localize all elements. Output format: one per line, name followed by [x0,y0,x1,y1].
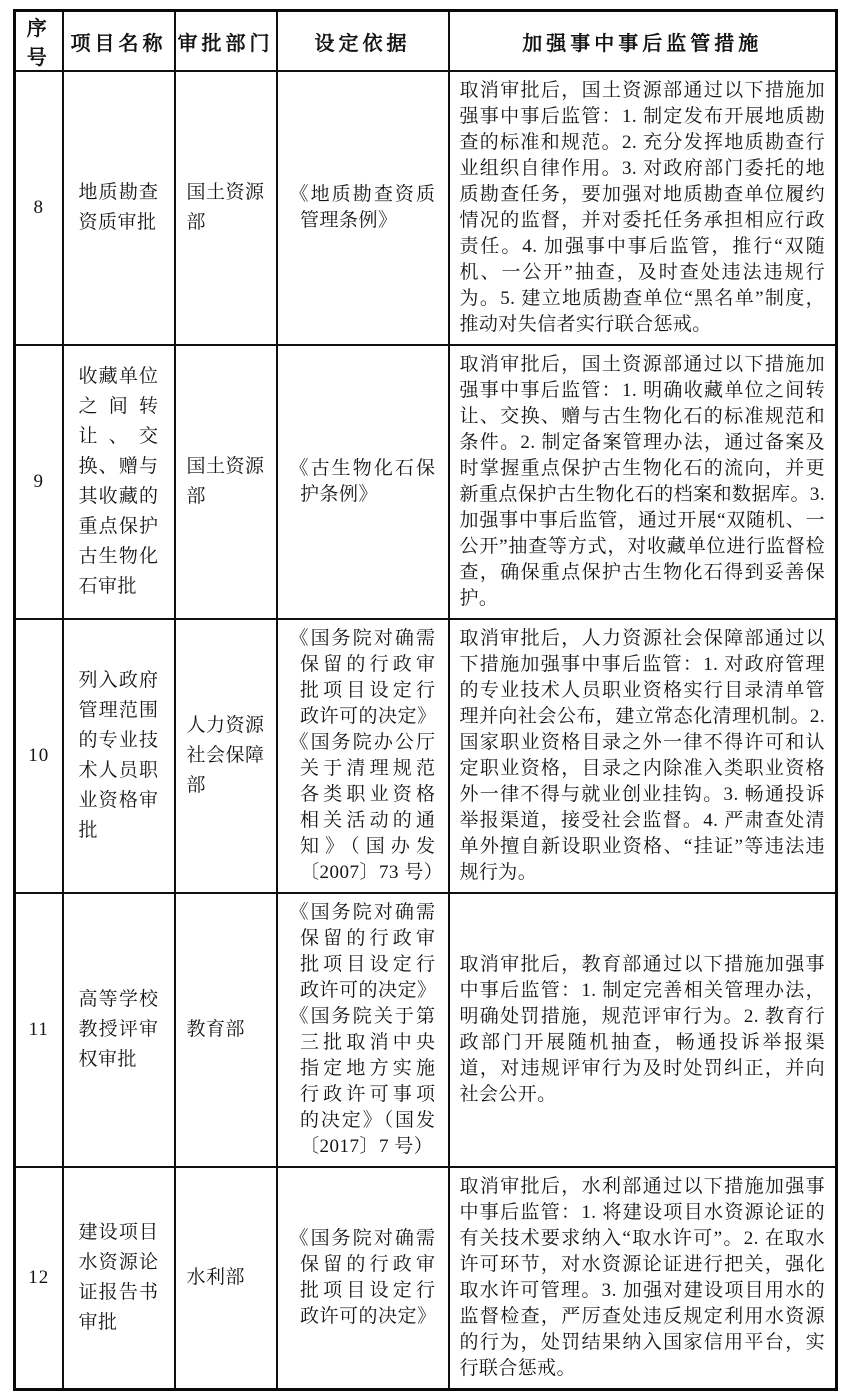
table-header-row [15,11,837,72]
basis-entry: 《国务院办公厅关于清理规范各类职业资格相关活动的通知》（国办发〔2007〕73 号） [289,732,444,883]
setting-basis-cell [277,893,449,1167]
project-name-text: 高等学校教授评审权审批 [78,989,159,1070]
header-serial-number: 序号 [15,11,63,72]
table-row [15,1167,837,1390]
setting-basis-cell [277,1167,449,1390]
basis-entry: 《国务院对确需保留的行政审批项目设定行政许可的决定》 [289,902,437,1001]
supervision-measures-cell [449,1167,837,1390]
setting-basis-cell [277,345,449,619]
approval-department-text: 国土资源部 [186,456,265,507]
regulation-table [13,9,838,1391]
approval-department-cell [175,345,277,619]
supervision-measures-cell [449,893,837,1167]
table-row [15,71,837,345]
approval-department-cell [175,71,277,345]
supervision-measures-text: 取消审批后，人力资源社会保障部通过以下措施加强事中事后监管：1. 对政府管理的专业技术人员职业资格实行目录清单管理并向社会公布，建立常态化清理机制。2. 国家职业资格目录之外一律不得许可和认定职业资格，目录之内除准入类职业资格外一律不得与就业创业挂钩。3. 畅通投诉举报渠道，接受社会监督。4. 严肃查处清单外擅自新设职业资格、“挂证”等违法违规行为。 [459,628,825,883]
approval-department-cell [175,619,277,893]
project-name-cell [63,893,175,1167]
project-name-cell [63,1167,175,1390]
setting-basis-cell [277,71,449,345]
row-serial-number: 12 [15,1167,63,1390]
header-project-name: 项目名称 [63,11,175,72]
project-name-text: 列入政府管理范围的专业技术人员职业资格审批 [78,670,159,841]
supervision-measures-text: 取消审批后，国土资源部通过以下措施加强事中事后监管：1. 明确收藏单位之间转让、交换、赠与古生物化石的标准规范和条件。2. 制定备案管理办法，通过备案及时掌握重点保护古生物化石的流向，并更新重点保护古生物化石的档案和数据库。3. 加强事中事后监管，通过开展“双随机、一公开”抽查等方式，对收藏单位进行监督检查，确保重点保护古生物化石得到妥善保护。 [459,354,825,609]
basis-entry: 《古生物化石保护条例》 [289,458,436,505]
row-serial-number: 10 [15,619,63,893]
approval-department-cell [175,893,277,1167]
project-name-text: 收藏单位之间转让、交换、赠与其收藏的重点保护古生物化石审批 [78,366,159,597]
table-row [15,345,837,619]
row-serial-number: 11 [15,893,63,1167]
table-row [15,619,837,893]
row-serial-number: 9 [15,345,63,619]
approval-department-text: 人力资源社会保障部 [186,715,265,796]
project-name-cell [63,71,175,345]
basis-entry: 《国务院对确需保留的行政审批项目设定行政许可的决定》 [289,1228,437,1327]
header-supervision-measures: 加强事中事后监管措施 [449,11,837,72]
supervision-measures-text: 取消审批后，教育部通过以下措施加强事中事后监管：1. 制定完善相关管理办法，明确处罚措施，规范评审行为。2. 教育行政部门开展随机抽查，畅通投诉举报渠道，对违规评审行为及时处罚纠正，并向社会公开。 [459,954,825,1105]
approval-department-text: 水利部 [186,1267,246,1288]
supervision-measures-text: 取消审批后，国土资源部通过以下措施加强事中事后监管：1. 制定发布开展地质勘查的标准和规范。2. 充分发挥地质勘查行业组织自律作用。3. 对政府部门委托的地质勘查任务，要加强对地质勘查单位履约情况的监督，并对委托任务承担相应行政责任。4. 加强事中事后监管，推行“双随机、一公开”抽查，及时查处违法违规行为。5. 建立地质勘查单位“黑名单”制度，推动对失信者实行联合惩戒。 [459,80,825,335]
project-name-cell [63,619,175,893]
approval-department-cell [175,1167,277,1390]
basis-entry: 《国务院关于第三批取消中央指定地方实施行政许可事项的决定》（国发〔2017〕7 号） [289,1006,436,1157]
header-approval-department: 审批部门 [175,11,277,72]
supervision-measures-cell [449,345,837,619]
project-name-text: 地质勘查资质审批 [78,182,159,233]
row-serial-number: 8 [15,71,63,345]
table-row [15,893,837,1167]
supervision-measures-cell [449,619,837,893]
header-setting-basis: 设定依据 [277,11,449,72]
basis-entry: 《地质勘查资质管理条例》 [289,184,436,231]
project-name-text: 建设项目水资源论证报告书审批 [78,1222,159,1333]
approval-department-text: 国土资源部 [186,182,265,233]
basis-entry: 《国务院对确需保留的行政审批项目设定行政许可的决定》 [289,628,437,727]
approval-department-text: 教育部 [186,1019,246,1040]
project-name-cell [63,345,175,619]
setting-basis-cell [277,619,449,893]
supervision-measures-text: 取消审批后，水利部通过以下措施加强事中事后监管：1. 将建设项目水资源论证的有关技术要求纳入“取水许可”。2. 在取水许可环节，对水资源论证进行把关，强化取水许可管理。3. 加强对建设项目用水的监督检查，严厉查处违反规定利用水资源的行为，处罚结果纳入国家信用平台，实行联合惩戒。 [459,1176,825,1379]
supervision-measures-cell [449,71,837,345]
